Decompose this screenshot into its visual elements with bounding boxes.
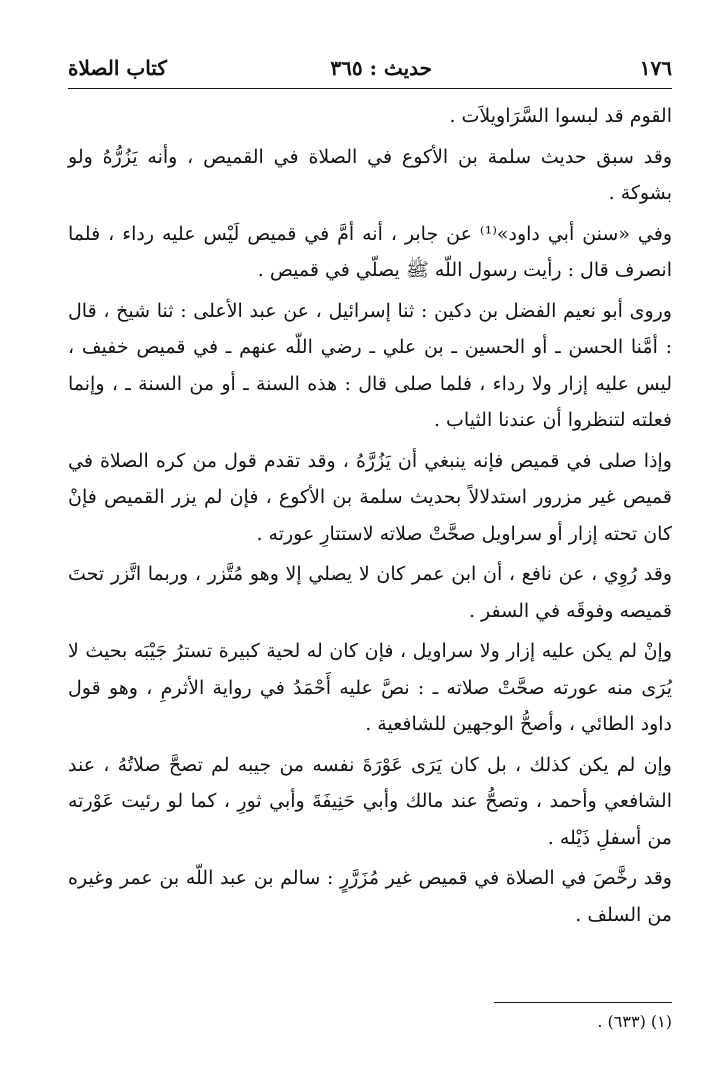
paragraph: وقد سبق حديث سلمة بن الأكوع في الصلاة في القميص ، وأنه يَزُرُّهُ ولو بشوكة . — [68, 145, 672, 204]
paragraph: القوم قد لبسوا السَّرَاويلاَت . — [449, 105, 672, 127]
body-text — [68, 98, 672, 933]
paragraph: وإذا صلى في قميص فإنه ينبغي أن يَزُرَّهُ ، وقد تقدم قول من كره الصلاة في قميص غير مزرور استدلالاً بحديث سلمة بن الأكوع ، فإن لم يزر القميص فإنْ كان تحته إزار أو سراويل صحَّتْ صلاته لاستتارِ عورته . — [68, 449, 672, 545]
paragraph: وفي «سنن أبي داود»⁽¹⁾ عن جابر ، أنه أمَّ في قميص لَيْس عليه رداء ، فلما انصرف قال : رأيت رسول اللّه ﷺ يصلّي في قميص . — [68, 222, 672, 281]
header-divider — [68, 88, 672, 89]
paragraph: وقد رُوِي ، عن نافع ، أن ابن عمر كان لا يصلي إلا وهو مُتَّزر ، وربما اتَّزر تحتَ قميصه وفوقَه في السفر . — [68, 563, 672, 622]
footnote: (١) (٦٣٣) . — [597, 1012, 672, 1031]
paragraph: وقد رخَّصَ في الصلاة في قميص غير مُزَرَّرٍ : سالم بن عبد اللّه بن عمر وغيره من السلف . — [68, 867, 672, 926]
page-number: ١٧٦ — [639, 56, 672, 80]
book-title: كتاب الصلاة — [68, 56, 167, 80]
paragraph: وروى أبو نعيم الفضل بن دكين : ثنا إسرائيل ، عن عبد الأعلى : ثنا شيخ ، قال : أمَّنا الحسن ـ أو الحسين ـ بن علي ـ رضي اللّه عنهم ـ في قميص خفيف ، ليس عليه إزار ولا رداء ، فلما صلى قال : هذه السنة ـ أو من السنة ـ ، وإنما فعلته لتنظروا أن عندنا الثياب . — [68, 299, 672, 431]
running-header — [68, 56, 672, 88]
hadith-number: حديث : ٣٦٥ — [330, 56, 432, 80]
footnote-divider — [494, 1002, 672, 1003]
paragraph: وإنْ لم يكن عليه إزار ولا سراويل ، فإن كان له لحية كبيرة تسترُ جَيْبَه بحيث لا يُرَى منه عورته صحَّتْ صلاته ـ : نصَّ عليه أَحْمَدُ في رواية الأثرمِ ، وهو قول داود الطائي ، وأصحُّ الوجهين للشافعية . — [68, 640, 672, 735]
paragraph: وإن لم يكن كذلك ، بل كان يَرَى عَوْرَةَ نفسه من جيبه لم تصحَّ صلاتُهُ ، عند الشافعي وأحمد ، وتصحُّ عند مالك وأبي حَنِيفَةَ وأبي ثورِ ، كما لو رئيت عَوْرته من أسفلِ ذَيْله . — [68, 753, 672, 849]
